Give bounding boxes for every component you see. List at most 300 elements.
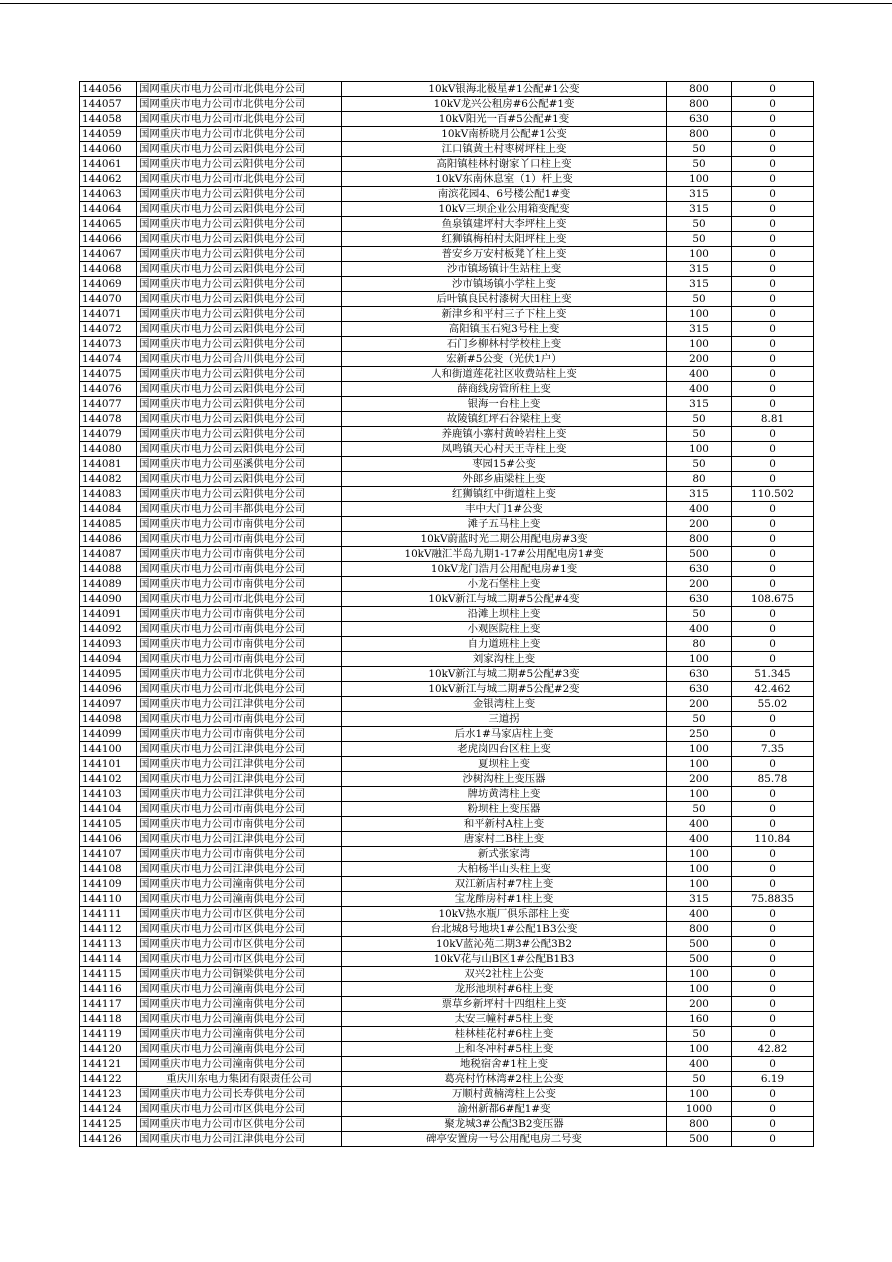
capacity-cell: 100 xyxy=(667,442,732,457)
row-id-cell: 144123 xyxy=(80,1087,137,1102)
transformer-name-cell: 夏坝柱上变 xyxy=(342,757,667,772)
company-cell: 国网重庆市电力公司市区供电分公司 xyxy=(137,1117,342,1132)
company-cell: 国网重庆市电力公司江津供电分公司 xyxy=(137,697,342,712)
transformer-name-cell: 和平新村A柱上变 xyxy=(342,817,667,832)
table-row xyxy=(80,727,814,742)
table-row xyxy=(80,952,814,967)
value-cell: 0 xyxy=(732,187,814,202)
company-cell: 国网重庆市电力公司云阳供电分公司 xyxy=(137,472,342,487)
capacity-cell: 315 xyxy=(667,202,732,217)
company-cell: 国网重庆市电力公司市区供电分公司 xyxy=(137,1102,342,1117)
company-cell: 国网重庆市电力公司云阳供电分公司 xyxy=(137,277,342,292)
table-row xyxy=(80,1087,814,1102)
value-cell: 0 xyxy=(732,787,814,802)
capacity-cell: 500 xyxy=(667,952,732,967)
value-cell: 0 xyxy=(732,1102,814,1117)
value-cell: 0 xyxy=(732,262,814,277)
company-cell: 国网重庆市电力公司江津供电分公司 xyxy=(137,832,342,847)
capacity-cell: 315 xyxy=(667,322,732,337)
table-row xyxy=(80,457,814,472)
table-row xyxy=(80,277,814,292)
table-row xyxy=(80,997,814,1012)
value-cell: 0 xyxy=(732,82,814,97)
table-row xyxy=(80,1072,814,1087)
transformer-name-cell: 小观医院柱上变 xyxy=(342,622,667,637)
capacity-cell: 800 xyxy=(667,532,732,547)
transformer-name-cell: 10kV阳光一百#5公配#1变 xyxy=(342,112,667,127)
value-cell: 0 xyxy=(732,727,814,742)
company-cell: 国网重庆市电力公司市南供电分公司 xyxy=(137,517,342,532)
row-id-cell: 144125 xyxy=(80,1117,137,1132)
value-cell: 0 xyxy=(732,802,814,817)
company-cell: 国网重庆市电力公司市北供电分公司 xyxy=(137,112,342,127)
transformer-name-cell: 沙市镇场镇小学柱上变 xyxy=(342,277,667,292)
company-cell: 国网重庆市电力公司潼南供电分公司 xyxy=(137,1042,342,1057)
company-cell: 国网重庆市电力公司市南供电分公司 xyxy=(137,802,342,817)
table-row xyxy=(80,652,814,667)
transformer-name-cell: 老虎岗四台区柱上变 xyxy=(342,742,667,757)
capacity-cell: 250 xyxy=(667,727,732,742)
company-cell: 国网重庆市电力公司丰都供电分公司 xyxy=(137,502,342,517)
value-cell: 51.345 xyxy=(732,667,814,682)
capacity-cell: 50 xyxy=(667,607,732,622)
capacity-cell: 50 xyxy=(667,292,732,307)
row-id-cell: 144108 xyxy=(80,862,137,877)
capacity-cell: 200 xyxy=(667,577,732,592)
value-cell: 0 xyxy=(732,967,814,982)
row-id-cell: 144064 xyxy=(80,202,137,217)
row-id-cell: 144095 xyxy=(80,667,137,682)
value-cell: 0 xyxy=(732,457,814,472)
row-id-cell: 144096 xyxy=(80,682,137,697)
table-row xyxy=(80,172,814,187)
transformer-name-cell: 沙树沟柱上变压器 xyxy=(342,772,667,787)
value-cell: 0 xyxy=(732,997,814,1012)
transformer-name-cell: 双兴2社柱上公变 xyxy=(342,967,667,982)
value-cell: 0 xyxy=(732,217,814,232)
transformer-name-cell: 龙形池坝村#6柱上变 xyxy=(342,982,667,997)
row-id-cell: 144109 xyxy=(80,877,137,892)
transformer-name-cell: 南滨花园4、6号楼公配1#变 xyxy=(342,187,667,202)
capacity-cell: 315 xyxy=(667,262,732,277)
transformer-name-cell: 渝州新都6#配1#变 xyxy=(342,1102,667,1117)
table-row xyxy=(80,472,814,487)
row-id-cell: 144073 xyxy=(80,337,137,352)
value-cell: 0 xyxy=(732,202,814,217)
row-id-cell: 144087 xyxy=(80,547,137,562)
company-cell: 国网重庆市电力公司铜梁供电分公司 xyxy=(137,967,342,982)
table-row xyxy=(80,487,814,502)
table-body xyxy=(80,82,814,1147)
value-cell: 0 xyxy=(732,562,814,577)
row-id-cell: 144110 xyxy=(80,892,137,907)
table-row xyxy=(80,1042,814,1057)
table-row xyxy=(80,337,814,352)
row-id-cell: 144056 xyxy=(80,82,137,97)
capacity-cell: 630 xyxy=(667,682,732,697)
table-row xyxy=(80,412,814,427)
capacity-cell: 50 xyxy=(667,1072,732,1087)
capacity-cell: 100 xyxy=(667,1042,732,1057)
table-row xyxy=(80,397,814,412)
capacity-cell: 630 xyxy=(667,592,732,607)
table-row xyxy=(80,232,814,247)
table-row xyxy=(80,217,814,232)
capacity-cell: 200 xyxy=(667,352,732,367)
table-row xyxy=(80,1102,814,1117)
value-cell: 0 xyxy=(732,922,814,937)
table-row xyxy=(80,937,814,952)
row-id-cell: 144106 xyxy=(80,832,137,847)
transformer-name-cell: 沿滩上坝柱上变 xyxy=(342,607,667,622)
company-cell: 国网重庆市电力公司潼南供电分公司 xyxy=(137,1027,342,1042)
company-cell: 国网重庆市电力公司市区供电分公司 xyxy=(137,952,342,967)
row-id-cell: 144068 xyxy=(80,262,137,277)
transformer-name-cell: 石门乡柳林村学校柱上变 xyxy=(342,337,667,352)
row-id-cell: 144081 xyxy=(80,457,137,472)
table-row xyxy=(80,97,814,112)
transformer-name-cell: 10kV龙兴公租房#6公配#1变 xyxy=(342,97,667,112)
table-row xyxy=(80,112,814,127)
table-row xyxy=(80,742,814,757)
value-cell: 8.81 xyxy=(732,412,814,427)
company-cell: 国网重庆市电力公司江津供电分公司 xyxy=(137,1132,342,1147)
table-row xyxy=(80,292,814,307)
row-id-cell: 144070 xyxy=(80,292,137,307)
transformer-name-cell: 10kV新江与城二期#5公配#4变 xyxy=(342,592,667,607)
capacity-cell: 80 xyxy=(667,637,732,652)
company-cell: 国网重庆市电力公司市区供电分公司 xyxy=(137,907,342,922)
value-cell: 0 xyxy=(732,322,814,337)
company-cell: 国网重庆市电力公司云阳供电分公司 xyxy=(137,382,342,397)
transformer-name-cell: 唐家村二B柱上变 xyxy=(342,832,667,847)
company-cell: 国网重庆市电力公司市南供电分公司 xyxy=(137,607,342,622)
capacity-cell: 100 xyxy=(667,337,732,352)
row-id-cell: 144121 xyxy=(80,1057,137,1072)
capacity-cell: 80 xyxy=(667,472,732,487)
table-row xyxy=(80,532,814,547)
table-row xyxy=(80,682,814,697)
company-cell: 国网重庆市电力公司市南供电分公司 xyxy=(137,847,342,862)
company-cell: 国网重庆市电力公司市北供电分公司 xyxy=(137,682,342,697)
capacity-cell: 160 xyxy=(667,1012,732,1027)
row-id-cell: 144088 xyxy=(80,562,137,577)
transformer-table xyxy=(79,81,814,1147)
row-id-cell: 144103 xyxy=(80,787,137,802)
table-row xyxy=(80,697,814,712)
company-cell: 国网重庆市电力公司云阳供电分公司 xyxy=(137,427,342,442)
value-cell: 0 xyxy=(732,142,814,157)
transformer-name-cell: 10kV融汇半岛九期1-17#公用配电房1#变 xyxy=(342,547,667,562)
transformer-name-cell: 宝龙酢房村#1柱上变 xyxy=(342,892,667,907)
transformer-name-cell: 10kV花与山B区1#公配B1B3 xyxy=(342,952,667,967)
transformer-name-cell: 沙市镇场镇计生站柱上变 xyxy=(342,262,667,277)
company-cell: 国网重庆市电力公司市区供电分公司 xyxy=(137,922,342,937)
company-cell: 国网重庆市电力公司市南供电分公司 xyxy=(137,817,342,832)
company-cell: 国网重庆市电力公司云阳供电分公司 xyxy=(137,217,342,232)
capacity-cell: 800 xyxy=(667,82,732,97)
company-cell: 国网重庆市电力公司市南供电分公司 xyxy=(137,622,342,637)
value-cell: 0 xyxy=(732,862,814,877)
row-id-cell: 144111 xyxy=(80,907,137,922)
table-row xyxy=(80,832,814,847)
table-row xyxy=(80,127,814,142)
capacity-cell: 100 xyxy=(667,652,732,667)
table-row xyxy=(80,607,814,622)
row-id-cell: 144089 xyxy=(80,577,137,592)
value-cell: 0 xyxy=(732,337,814,352)
company-cell: 国网重庆市电力公司潼南供电分公司 xyxy=(137,982,342,997)
value-cell: 0 xyxy=(732,172,814,187)
transformer-name-cell: 故陵镇红坪石谷梁柱上变 xyxy=(342,412,667,427)
row-id-cell: 144122 xyxy=(80,1072,137,1087)
capacity-cell: 50 xyxy=(667,457,732,472)
capacity-cell: 400 xyxy=(667,502,732,517)
capacity-cell: 100 xyxy=(667,757,732,772)
company-cell: 国网重庆市电力公司云阳供电分公司 xyxy=(137,187,342,202)
row-id-cell: 144063 xyxy=(80,187,137,202)
company-cell: 国网重庆市电力公司江津供电分公司 xyxy=(137,772,342,787)
table-row xyxy=(80,772,814,787)
transformer-name-cell: 鱼泉镇建坪村大李坪柱上变 xyxy=(342,217,667,232)
table-row xyxy=(80,1012,814,1027)
value-cell: 0 xyxy=(732,517,814,532)
transformer-name-cell: 凤鸣镇天心村天王寺柱上变 xyxy=(342,442,667,457)
row-id-cell: 144104 xyxy=(80,802,137,817)
value-cell: 0 xyxy=(732,277,814,292)
capacity-cell: 100 xyxy=(667,742,732,757)
table-row xyxy=(80,562,814,577)
transformer-name-cell: 三道拐 xyxy=(342,712,667,727)
value-cell: 0 xyxy=(732,577,814,592)
value-cell: 0 xyxy=(732,97,814,112)
transformer-name-cell: 薛商线房管所柱上变 xyxy=(342,382,667,397)
row-id-cell: 144107 xyxy=(80,847,137,862)
company-cell: 国网重庆市电力公司市南供电分公司 xyxy=(137,532,342,547)
value-cell: 0 xyxy=(732,847,814,862)
capacity-cell: 100 xyxy=(667,877,732,892)
value-cell: 0 xyxy=(732,817,814,832)
company-cell: 国网重庆市电力公司市南供电分公司 xyxy=(137,727,342,742)
capacity-cell: 500 xyxy=(667,937,732,952)
value-cell: 0 xyxy=(732,982,814,997)
company-cell: 国网重庆市电力公司云阳供电分公司 xyxy=(137,292,342,307)
table-row xyxy=(80,367,814,382)
company-cell: 国网重庆市电力公司云阳供电分公司 xyxy=(137,337,342,352)
table-row xyxy=(80,1117,814,1132)
capacity-cell: 50 xyxy=(667,427,732,442)
capacity-cell: 315 xyxy=(667,892,732,907)
company-cell: 国网重庆市电力公司云阳供电分公司 xyxy=(137,397,342,412)
row-id-cell: 144085 xyxy=(80,517,137,532)
capacity-cell: 50 xyxy=(667,1027,732,1042)
row-id-cell: 144061 xyxy=(80,157,137,172)
company-cell: 国网重庆市电力公司云阳供电分公司 xyxy=(137,367,342,382)
capacity-cell: 800 xyxy=(667,97,732,112)
capacity-cell: 200 xyxy=(667,697,732,712)
table-row xyxy=(80,877,814,892)
capacity-cell: 200 xyxy=(667,772,732,787)
row-id-cell: 144094 xyxy=(80,652,137,667)
table-row xyxy=(80,547,814,562)
company-cell: 国网重庆市电力公司云阳供电分公司 xyxy=(137,247,342,262)
row-id-cell: 144126 xyxy=(80,1132,137,1147)
row-id-cell: 144098 xyxy=(80,712,137,727)
row-id-cell: 144116 xyxy=(80,982,137,997)
table-row xyxy=(80,352,814,367)
table-row xyxy=(80,892,814,907)
capacity-cell: 400 xyxy=(667,382,732,397)
table-row xyxy=(80,592,814,607)
row-id-cell: 144092 xyxy=(80,622,137,637)
row-id-cell: 144071 xyxy=(80,307,137,322)
row-id-cell: 144118 xyxy=(80,1012,137,1027)
company-cell: 国网重庆市电力公司长寿供电分公司 xyxy=(137,1087,342,1102)
table-row xyxy=(80,82,814,97)
value-cell: 0 xyxy=(732,937,814,952)
transformer-name-cell: 台北城8号地块1#公配1B3公变 xyxy=(342,922,667,937)
company-cell: 国网重庆市电力公司市南供电分公司 xyxy=(137,712,342,727)
transformer-name-cell: 枣园15#公变 xyxy=(342,457,667,472)
transformer-name-cell: 新津乡和平村三子下柱上变 xyxy=(342,307,667,322)
capacity-cell: 100 xyxy=(667,967,732,982)
value-cell: 0 xyxy=(732,307,814,322)
capacity-cell: 315 xyxy=(667,277,732,292)
row-id-cell: 144057 xyxy=(80,97,137,112)
transformer-name-cell: 10kV蔚蓝时光二期公用配电房#3变 xyxy=(342,532,667,547)
capacity-cell: 400 xyxy=(667,367,732,382)
row-id-cell: 144076 xyxy=(80,382,137,397)
transformer-name-cell: 10kV新江与城二期#5公配#2变 xyxy=(342,682,667,697)
capacity-cell: 630 xyxy=(667,112,732,127)
capacity-cell: 400 xyxy=(667,622,732,637)
transformer-name-cell: 普安乡万安村板凳丫柱上变 xyxy=(342,247,667,262)
row-id-cell: 144060 xyxy=(80,142,137,157)
row-id-cell: 144079 xyxy=(80,427,137,442)
transformer-name-cell: 滩子五马柱上变 xyxy=(342,517,667,532)
value-cell: 0 xyxy=(732,1132,814,1147)
value-cell: 0 xyxy=(732,397,814,412)
capacity-cell: 50 xyxy=(667,712,732,727)
capacity-cell: 100 xyxy=(667,307,732,322)
row-id-cell: 144102 xyxy=(80,772,137,787)
value-cell: 0 xyxy=(732,127,814,142)
row-id-cell: 144072 xyxy=(80,322,137,337)
transformer-name-cell: 高阳镇桂林村谢家丫口柱上变 xyxy=(342,157,667,172)
capacity-cell: 630 xyxy=(667,562,732,577)
company-cell: 国网重庆市电力公司潼南供电分公司 xyxy=(137,1057,342,1072)
table-row xyxy=(80,517,814,532)
value-cell: 0 xyxy=(732,1117,814,1132)
capacity-cell: 200 xyxy=(667,517,732,532)
transformer-name-cell: 票草乡新坪村十四组柱上变 xyxy=(342,997,667,1012)
value-cell: 0 xyxy=(732,112,814,127)
value-cell: 0 xyxy=(732,712,814,727)
value-cell: 42.82 xyxy=(732,1042,814,1057)
row-id-cell: 144101 xyxy=(80,757,137,772)
capacity-cell: 800 xyxy=(667,1117,732,1132)
transformer-name-cell: 后水1#马家店柱上变 xyxy=(342,727,667,742)
value-cell: 0 xyxy=(732,382,814,397)
capacity-cell: 315 xyxy=(667,397,732,412)
table-row xyxy=(80,967,814,982)
transformer-name-cell: 江口镇黄土村枣树坪柱上变 xyxy=(342,142,667,157)
transformer-name-cell: 碑亭安置房一号公用配电房二号变 xyxy=(342,1132,667,1147)
transformer-name-cell: 10kV热水瓶厂俱乐部柱上变 xyxy=(342,907,667,922)
table-row xyxy=(80,442,814,457)
transformer-name-cell: 10kV新江与城二期#5公配#3变 xyxy=(342,667,667,682)
value-cell: 42.462 xyxy=(732,682,814,697)
company-cell: 国网重庆市电力公司市南供电分公司 xyxy=(137,652,342,667)
value-cell: 0 xyxy=(732,367,814,382)
value-cell: 0 xyxy=(732,157,814,172)
value-cell: 110.502 xyxy=(732,487,814,502)
row-id-cell: 144117 xyxy=(80,997,137,1012)
transformer-name-cell: 双江新店村#7柱上变 xyxy=(342,877,667,892)
company-cell: 国网重庆市电力公司江津供电分公司 xyxy=(137,862,342,877)
company-cell: 国网重庆市电力公司云阳供电分公司 xyxy=(137,487,342,502)
row-id-cell: 144074 xyxy=(80,352,137,367)
row-id-cell: 144065 xyxy=(80,217,137,232)
transformer-name-cell: 桂林桂花村#6柱上变 xyxy=(342,1027,667,1042)
company-cell: 国网重庆市电力公司市南供电分公司 xyxy=(137,637,342,652)
value-cell: 0 xyxy=(732,607,814,622)
capacity-cell: 400 xyxy=(667,1057,732,1072)
capacity-cell: 800 xyxy=(667,922,732,937)
capacity-cell: 50 xyxy=(667,217,732,232)
value-cell: 0 xyxy=(732,1057,814,1072)
table-row xyxy=(80,142,814,157)
value-cell: 55.02 xyxy=(732,697,814,712)
value-cell: 85.78 xyxy=(732,772,814,787)
row-id-cell: 144082 xyxy=(80,472,137,487)
capacity-cell: 50 xyxy=(667,157,732,172)
company-cell: 国网重庆市电力公司市北供电分公司 xyxy=(137,592,342,607)
capacity-cell: 400 xyxy=(667,832,732,847)
table-row xyxy=(80,382,814,397)
company-cell: 国网重庆市电力公司云阳供电分公司 xyxy=(137,262,342,277)
capacity-cell: 315 xyxy=(667,187,732,202)
company-cell: 国网重庆市电力公司市南供电分公司 xyxy=(137,577,342,592)
row-id-cell: 144077 xyxy=(80,397,137,412)
company-cell: 国网重庆市电力公司潼南供电分公司 xyxy=(137,877,342,892)
table-row xyxy=(80,1027,814,1042)
value-cell: 0 xyxy=(732,952,814,967)
transformer-name-cell: 养鹿镇小寨村黄岭岩柱上变 xyxy=(342,427,667,442)
row-id-cell: 144113 xyxy=(80,937,137,952)
company-cell: 国网重庆市电力公司云阳供电分公司 xyxy=(137,142,342,157)
value-cell: 0 xyxy=(732,1087,814,1102)
company-cell: 国网重庆市电力公司云阳供电分公司 xyxy=(137,307,342,322)
company-cell: 国网重庆市电力公司江津供电分公司 xyxy=(137,787,342,802)
row-id-cell: 144059 xyxy=(80,127,137,142)
table-row xyxy=(80,1132,814,1147)
row-id-cell: 144105 xyxy=(80,817,137,832)
value-cell: 0 xyxy=(732,232,814,247)
value-cell: 6.19 xyxy=(732,1072,814,1087)
capacity-cell: 100 xyxy=(667,172,732,187)
company-cell: 国网重庆市电力公司市北供电分公司 xyxy=(137,82,342,97)
value-cell: 0 xyxy=(732,352,814,367)
row-id-cell: 144084 xyxy=(80,502,137,517)
company-cell: 重庆川东电力集团有限责任公司 xyxy=(137,1072,342,1087)
row-id-cell: 144080 xyxy=(80,442,137,457)
row-id-cell: 144124 xyxy=(80,1102,137,1117)
company-cell: 国网重庆市电力公司云阳供电分公司 xyxy=(137,322,342,337)
table-row xyxy=(80,922,814,937)
value-cell: 108.675 xyxy=(732,592,814,607)
transformer-name-cell: 红狮镇红中街道柱上变 xyxy=(342,487,667,502)
